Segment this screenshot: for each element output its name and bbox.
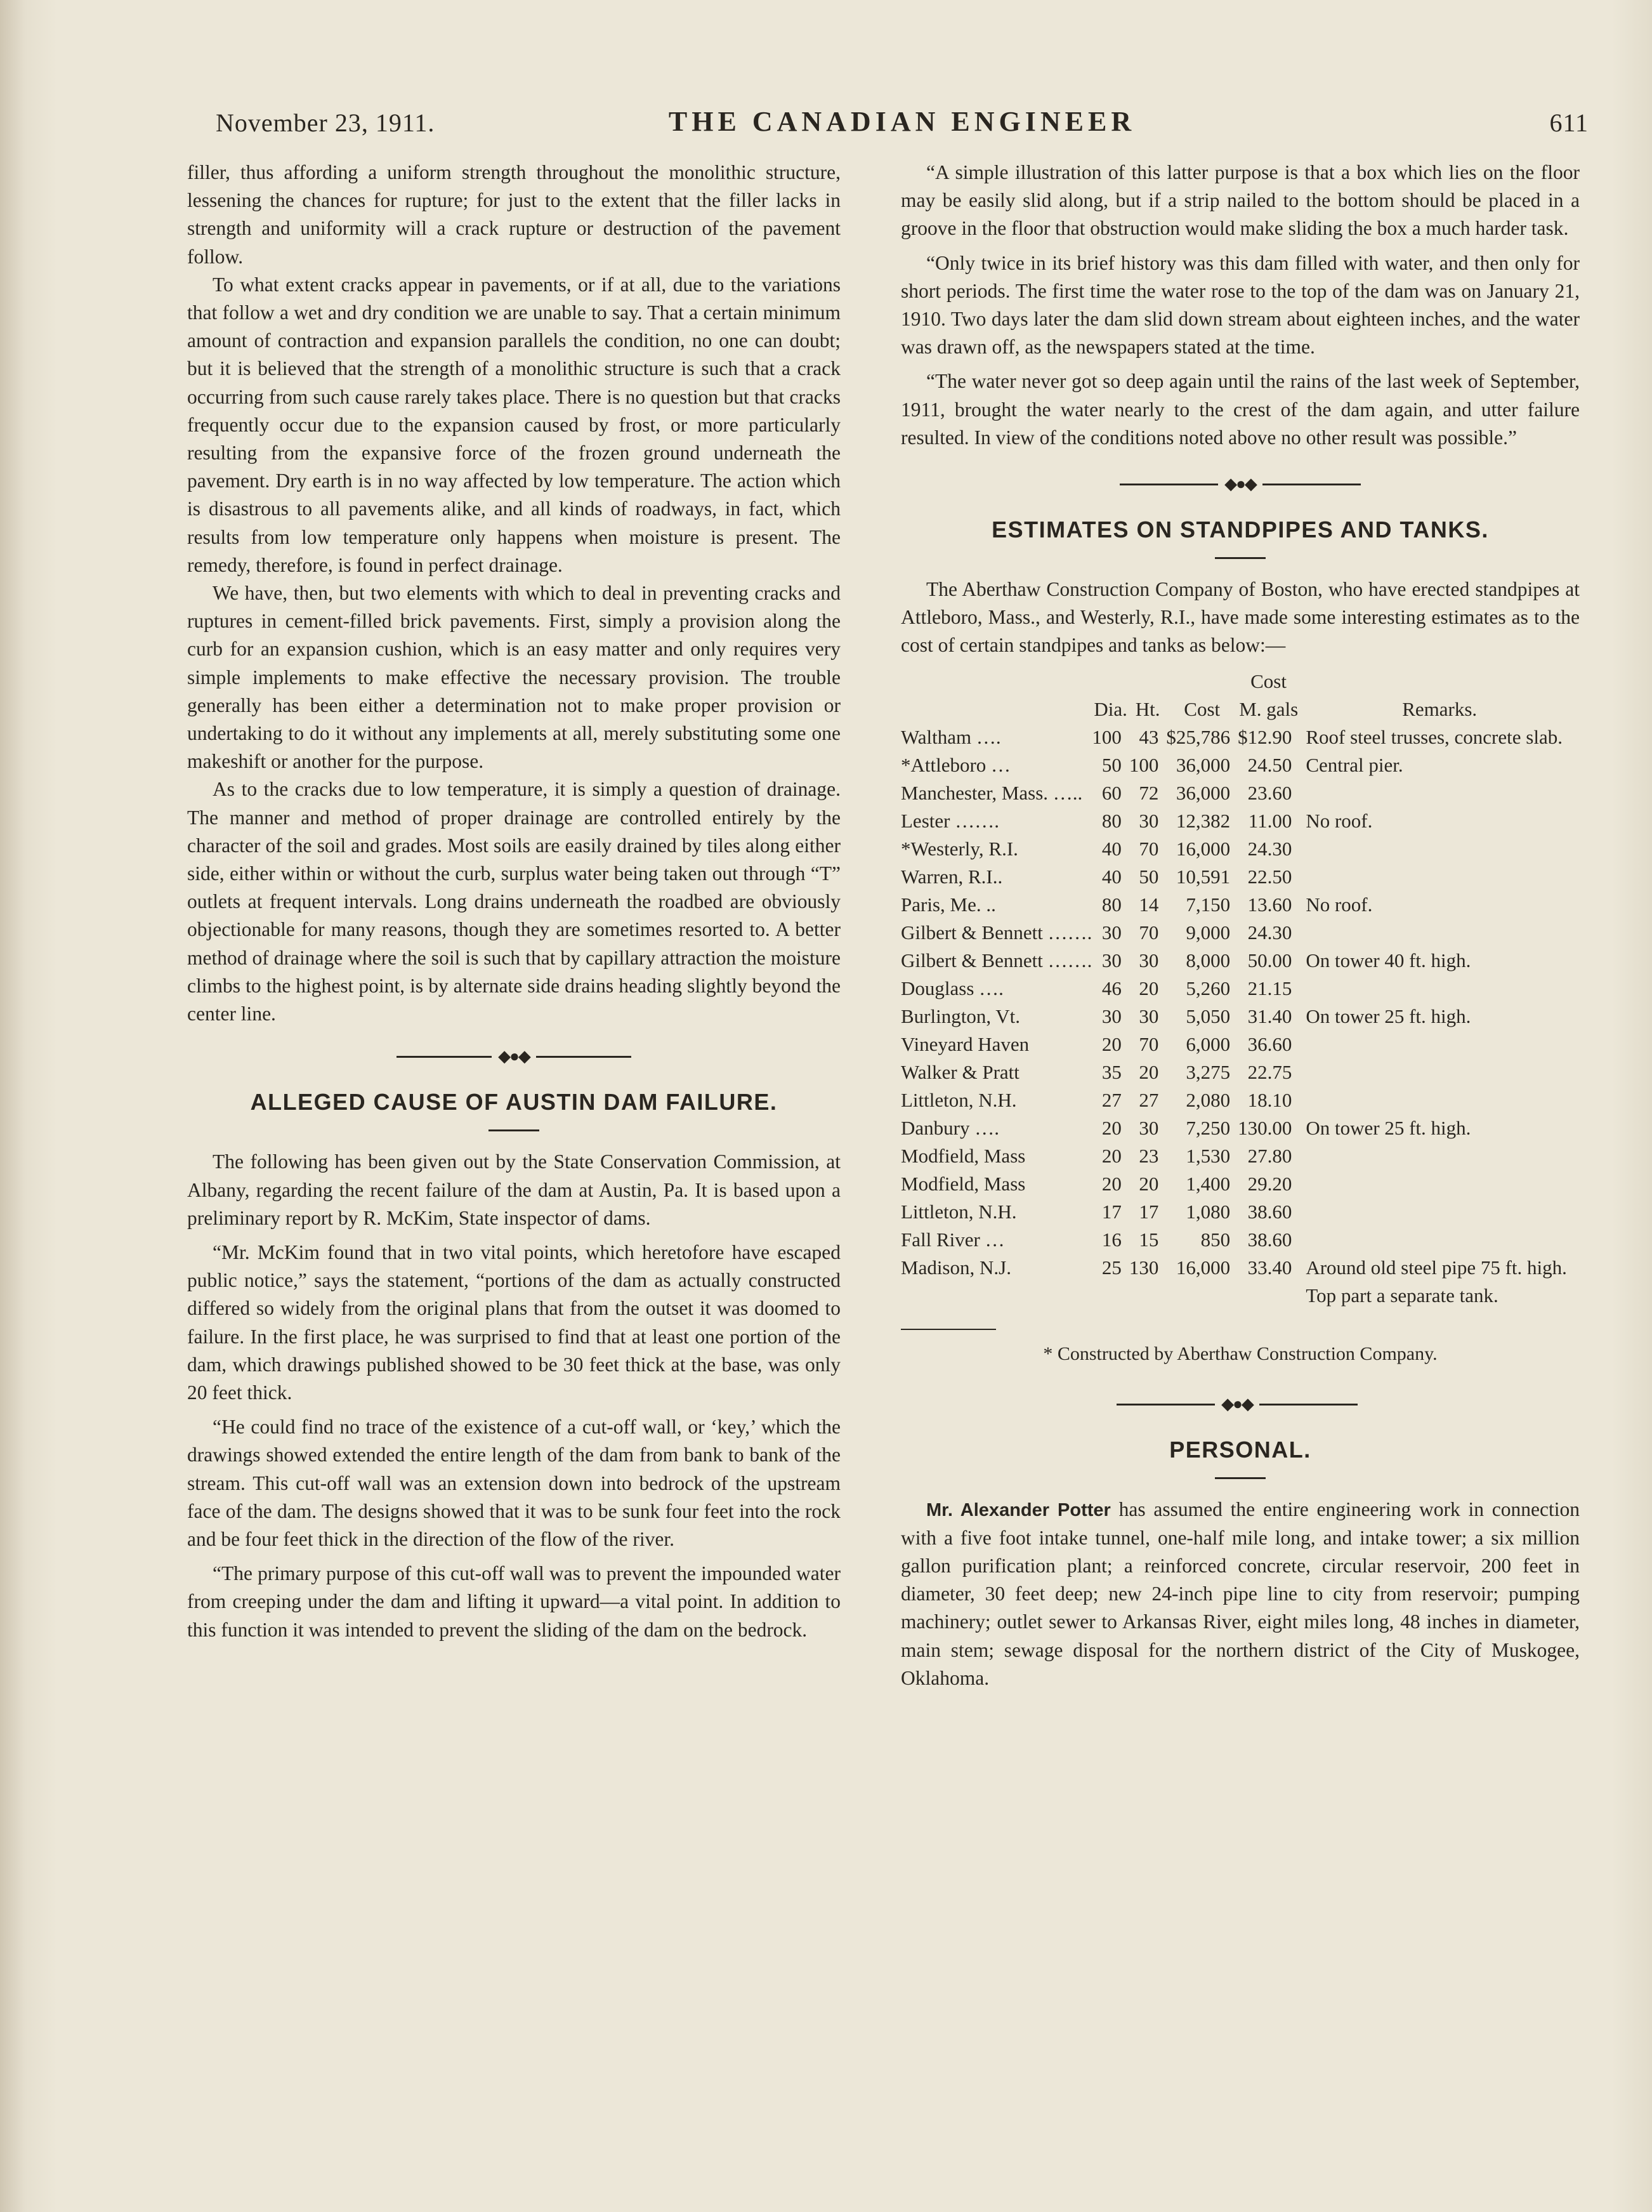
table-row bbox=[901, 891, 1580, 919]
cost-per-mgal-cell: 24.30 bbox=[1247, 837, 1292, 860]
personal-heading: PERSONAL. bbox=[1169, 1436, 1311, 1463]
cost-per-mgal-cell: 13.60 bbox=[1247, 893, 1292, 916]
place-cell: Lester ……. bbox=[901, 809, 999, 832]
dia-cell: 40 bbox=[1101, 865, 1122, 888]
column-header-dia: Dia. bbox=[1094, 697, 1127, 720]
right-column bbox=[901, 159, 1580, 1692]
height-cell: 23 bbox=[1139, 1144, 1159, 1167]
place-cell: Paris, Me. .. bbox=[901, 893, 996, 916]
place-cell: Vineyard Haven bbox=[901, 1032, 1030, 1055]
table-row bbox=[901, 947, 1580, 975]
heading-rule bbox=[1215, 557, 1266, 559]
dia-cell: 80 bbox=[1101, 809, 1122, 832]
cost-cell: 36,000 bbox=[1176, 753, 1231, 776]
cost-per-mgal-cell: 38.60 bbox=[1247, 1228, 1292, 1251]
place-cell: Walker & Pratt bbox=[901, 1060, 1019, 1083]
dia-cell: 16 bbox=[1101, 1228, 1122, 1251]
remarks-cell bbox=[1299, 1058, 1580, 1086]
dia-cell: 30 bbox=[1101, 949, 1122, 971]
remarks-cell bbox=[1299, 1142, 1580, 1170]
height-cell: 72 bbox=[1139, 781, 1159, 804]
cost-per-mgal-cell: 29.20 bbox=[1247, 1172, 1292, 1195]
cost-per-mgal-cell: 18.10 bbox=[1247, 1088, 1292, 1111]
cost-per-mgal-cell: 36.60 bbox=[1247, 1032, 1292, 1055]
column-header-mgals: M. gals bbox=[1239, 697, 1299, 720]
paragraph: The following has been given out by the State Conservation Commission, at Albany, regarding the recent failure of the dam at Austin, Pa. It is based upon a preliminary report by R. McKim, State inspector of dams. bbox=[187, 1150, 841, 1229]
cost-per-mgal-cell: 23.60 bbox=[1247, 781, 1292, 804]
height-cell: 17 bbox=[1139, 1200, 1159, 1223]
cost-per-mgal-cell: 22.75 bbox=[1247, 1060, 1292, 1083]
place-cell: Danbury …. bbox=[901, 1116, 999, 1139]
place-cell: Modfield, Mass bbox=[901, 1144, 1026, 1167]
dia-cell: 20 bbox=[1101, 1032, 1122, 1055]
table-row bbox=[901, 1003, 1580, 1030]
height-cell: 70 bbox=[1139, 1032, 1159, 1055]
remarks-cell: Central pier. bbox=[1306, 753, 1403, 776]
remarks-cell: On tower 25 ft. high. bbox=[1306, 1004, 1471, 1027]
left-column bbox=[187, 159, 841, 1644]
remarks-cell bbox=[1299, 863, 1580, 891]
cost-per-mgal-cell: 22.50 bbox=[1247, 865, 1292, 888]
dia-cell: 40 bbox=[1101, 837, 1122, 860]
remarks-cell: On tower 40 ft. high. bbox=[1306, 949, 1471, 971]
cost-cell: 1,400 bbox=[1186, 1172, 1231, 1195]
dia-cell: 27 bbox=[1101, 1088, 1122, 1111]
dia-cell: 20 bbox=[1101, 1144, 1122, 1167]
place-cell: Littleton, N.H. bbox=[901, 1088, 1017, 1111]
section-ornament: ◆●◆ bbox=[901, 471, 1580, 496]
height-cell: 30 bbox=[1139, 1116, 1159, 1139]
height-cell: 20 bbox=[1139, 977, 1159, 999]
cost-per-mgal-cell: 27.80 bbox=[1247, 1144, 1292, 1167]
dia-cell: 50 bbox=[1101, 753, 1122, 776]
height-cell: 70 bbox=[1139, 921, 1159, 944]
table-row bbox=[901, 835, 1580, 863]
footnote-rule bbox=[901, 1329, 996, 1330]
table-row bbox=[901, 751, 1580, 779]
table-row bbox=[901, 1254, 1580, 1310]
cost-per-mgal-cell: 24.30 bbox=[1247, 921, 1292, 944]
cost-cell: 36,000 bbox=[1176, 781, 1231, 804]
remarks-cell: On tower 25 ft. high. bbox=[1306, 1116, 1471, 1139]
column-header-cost: Cost bbox=[1184, 697, 1221, 720]
estimates-heading: ESTIMATES ON STANDPIPES AND TANKS. bbox=[992, 517, 1489, 543]
estimates-table bbox=[901, 668, 1580, 1310]
remarks-cell bbox=[1299, 835, 1580, 863]
paragraph: “He could find no trace of the existence of a cut-off wall, or ‘key,’ which the drawings showed extended the entire length of the dam from bank to bank of the stream. This cut-off wall was an extension down into bedrock of the upstream face of the dam. The designs showed that it was to be sunk four feet into the rock and be four feet thick in the direction of the flow of the river. bbox=[187, 1416, 841, 1550]
remarks-cell: Roof steel trusses, concrete slab. bbox=[1306, 725, 1563, 748]
journal-title: THE CANADIAN ENGINEER bbox=[668, 106, 1136, 137]
height-cell: 100 bbox=[1129, 753, 1159, 776]
table-header-row bbox=[901, 695, 1580, 723]
cost-per-mgal-cell: 50.00 bbox=[1247, 949, 1292, 971]
cost-cell: 3,275 bbox=[1186, 1060, 1231, 1083]
cost-per-mgal-cell: 31.40 bbox=[1247, 1004, 1292, 1027]
remarks-cell: No roof. bbox=[1306, 893, 1373, 916]
cost-cell: 1,530 bbox=[1186, 1144, 1231, 1167]
remarks-cell bbox=[1299, 975, 1580, 1003]
place-cell: Gilbert & Bennett ……. bbox=[901, 949, 1092, 971]
place-cell: Gilbert & Bennett ……. bbox=[901, 921, 1092, 944]
table-row bbox=[901, 1226, 1580, 1254]
cost-cell: 9,000 bbox=[1186, 921, 1231, 944]
place-cell: Madison, N.J. bbox=[901, 1256, 1011, 1279]
cost-cell: 2,080 bbox=[1186, 1088, 1231, 1111]
paragraph: We have, then, but two elements with which to deal in preventing cracks and ruptures in cement-filled brick pavements. First, simply a provision along the curb for an expansion cushion, which is an easy matter and only requires very simple implements to make effective the necessary provision. The trouble generally has been either a determination not to make proper provision or undertaking to do it without any implements at all, merely substituting some one makeshift or another for the purpose. bbox=[187, 582, 841, 773]
remarks-cell: Around old steel pipe 75 ft. high. Top part a separate tank. bbox=[1306, 1256, 1567, 1307]
cost-per-mgal-cell: 11.00 bbox=[1248, 809, 1292, 832]
column-header-cost-top: Cost bbox=[1250, 669, 1287, 692]
heading-rule bbox=[488, 1129, 539, 1131]
place-cell: Littleton, N.H. bbox=[901, 1200, 1017, 1223]
cost-cell: 7,250 bbox=[1186, 1116, 1231, 1139]
cost-cell: 1,080 bbox=[1186, 1200, 1231, 1223]
place-cell: Douglass …. bbox=[901, 977, 1004, 999]
cost-cell: 6,000 bbox=[1186, 1032, 1231, 1055]
cost-cell: 12,382 bbox=[1176, 809, 1231, 832]
height-cell: 130 bbox=[1129, 1256, 1159, 1279]
paragraph: The Aberthaw Construction Company of Boston, who have erected standpipes at Attleboro, Mass., and Westerly, R.I., have made some interesting estimates as to the cost of certain standpipes and tanks as below:— bbox=[901, 578, 1580, 657]
height-cell: 14 bbox=[1139, 893, 1159, 916]
cost-cell: 10,591 bbox=[1176, 865, 1231, 888]
personal-paragraph bbox=[901, 1496, 1580, 1692]
dia-cell: 60 bbox=[1101, 781, 1122, 804]
table-row bbox=[901, 779, 1580, 807]
paragraph: As to the cracks due to low temperature, it is simply a question of drainage. The manner and method of proper drainage are controlled entirely by the character of the soil and grades. Most soils are easily drained by tiles along either side, either within or without the curb, surplus water being taken out through “T” outlets at frequent intervals. Long drains underneath the roadbed are obviously objectionable for many reasons, though they are sometimes resorted to. A better method of drainage where the soil is such that by capillary attraction the moisture climbs to the highest point, is by alternate side drains heading slightly beyond the center line. bbox=[187, 778, 841, 1025]
dia-cell: 17 bbox=[1101, 1200, 1122, 1223]
remarks-cell bbox=[1299, 779, 1580, 807]
table-row bbox=[901, 723, 1580, 751]
remarks-cell: No roof. bbox=[1306, 809, 1373, 832]
cost-per-mgal-cell: 130.00 bbox=[1238, 1116, 1292, 1139]
height-cell: 30 bbox=[1139, 1004, 1159, 1027]
column-header-ht: Ht. bbox=[1135, 697, 1160, 720]
austin-dam-heading: ALLEGED CAUSE OF AUSTIN DAM FAILURE. bbox=[250, 1089, 778, 1116]
cost-per-mgal-cell: $12.90 bbox=[1238, 725, 1292, 748]
remarks-cell bbox=[1299, 919, 1580, 947]
table-row bbox=[901, 1086, 1580, 1114]
table-row bbox=[901, 1142, 1580, 1170]
remarks-cell bbox=[1299, 1226, 1580, 1254]
height-cell: 70 bbox=[1139, 837, 1159, 860]
height-cell: 15 bbox=[1139, 1228, 1159, 1251]
dia-cell: 20 bbox=[1101, 1172, 1122, 1195]
table-row bbox=[901, 975, 1580, 1003]
dia-cell: 30 bbox=[1101, 1004, 1122, 1027]
page-number: 611 bbox=[1549, 109, 1589, 137]
paragraph: “The primary purpose of this cut-off wall was to prevent the impounded water from creeping under the dam and lifting it upward—a vital point. In addition to this function it was intended to prevent the sliding of the dam on the bedrock. bbox=[187, 1562, 841, 1641]
place-cell: Burlington, Vt. bbox=[901, 1004, 1021, 1027]
height-cell: 43 bbox=[1139, 725, 1159, 748]
column-header-remarks: Remarks. bbox=[1402, 697, 1478, 720]
place-cell: *Westerly, R.I. bbox=[901, 837, 1018, 860]
height-cell: 20 bbox=[1139, 1060, 1159, 1083]
dia-cell: 100 bbox=[1092, 725, 1122, 748]
dia-cell: 46 bbox=[1101, 977, 1122, 999]
place-cell: Manchester, Mass. ….. bbox=[901, 781, 1083, 804]
cost-cell: 16,000 bbox=[1176, 1256, 1231, 1279]
cost-per-mgal-cell: 24.50 bbox=[1247, 753, 1292, 776]
table-row bbox=[901, 807, 1580, 835]
cost-per-mgal-cell: 21.15 bbox=[1247, 977, 1292, 999]
height-cell: 30 bbox=[1139, 809, 1159, 832]
running-header bbox=[216, 102, 1589, 146]
heading-rule bbox=[1215, 1477, 1266, 1479]
paragraph: “A simple illustration of this latter purpose is that a box which lies on the floor may be easily slid along, but if a strip nailed to the bottom should be placed in a groove in the floor that obstruction would make sliding the box a much harder task. bbox=[901, 161, 1580, 240]
cost-cell: 850 bbox=[1200, 1228, 1231, 1251]
table-row bbox=[901, 1058, 1580, 1086]
table-row bbox=[901, 1114, 1580, 1142]
paragraph: “The water never got so deep again until the rains of the last week of September, 1911, brought the water nearly to the crest of the dam again, and utter failure resulted. In view of the conditions noted above no other result was possible.” bbox=[901, 370, 1580, 449]
remarks-cell bbox=[1299, 1170, 1580, 1198]
paragraph: To what extent cracks appear in pavements, or if at all, due to the variations that follow a wet and dry condition we are unable to say. That a certain minimum amount of contraction and expansion parallels the condition, no one can doubt; but it is believed that the strength of a monolithic structure is such that a crack occurring from such cause rarely takes place. There is no question but that cracks frequently occur due to the expansion caused by frost, or more particularly resulting from the expansive force of the frozen ground underneath the pavement. Dry earth is in no way affected by low temperature. The action which is disastrous to all pavements alike, and all kinds of roadways, in fact, which results from low temperature only happens when moisture is present. The remedy, therefore, is found in perfect drainage. bbox=[187, 273, 841, 576]
section-ornament: ◆●◆ bbox=[901, 1391, 1580, 1416]
dia-cell: 80 bbox=[1101, 893, 1122, 916]
height-cell: 20 bbox=[1139, 1172, 1159, 1195]
paragraph: “Mr. McKim found that in two vital points, which heretofore have escaped public notice,” says the statement, “portions of the dam as actually constructed differed so widely from the original plans that from the outset it was doomed to failure. In the first place, he was surprised to find that at least one portion of the dam, which drawings published showed to be 30 feet thick at the base, was only 20 feet thick. bbox=[187, 1241, 841, 1404]
table-row bbox=[901, 1170, 1580, 1198]
table-row bbox=[901, 1030, 1580, 1058]
remarks-cell bbox=[1299, 1086, 1580, 1114]
height-cell: 30 bbox=[1139, 949, 1159, 971]
footnote: * Constructed by Aberthaw Construction Company. bbox=[1043, 1343, 1438, 1364]
paragraph: filler, thus affording a uniform strength throughout the monolithic structure, lessening the chances for rupture; for just to the extent that the filler lacks in strength and uniformity will a crack rupture or destruction of the pavement follow. bbox=[187, 161, 841, 268]
height-cell: 50 bbox=[1139, 865, 1159, 888]
place-cell: Waltham …. bbox=[901, 725, 1001, 748]
cost-cell: 5,260 bbox=[1186, 977, 1231, 999]
place-cell: Fall River … bbox=[901, 1228, 1005, 1251]
cost-cell: 8,000 bbox=[1186, 949, 1231, 971]
dia-cell: 35 bbox=[1101, 1060, 1122, 1083]
cost-cell: 16,000 bbox=[1176, 837, 1231, 860]
section-ornament: ◆●◆ bbox=[187, 1043, 841, 1069]
dia-cell: 25 bbox=[1101, 1256, 1122, 1279]
place-cell: *Attleboro … bbox=[901, 753, 1011, 776]
cost-cell: 7,150 bbox=[1186, 893, 1231, 916]
paragraph: “Only twice in its brief history was this dam filled with water, and then only for short periods. The first time the water rose to the top of the dam was on January 21, 1910. Two days later the dam slid down stream about eighteen inches, and the water was drawn off, as the newspapers stated at the time. bbox=[901, 251, 1580, 359]
personal-text: has assumed the entire engineering work in connection with a five foot intake tunnel, one-half mile long, and intake tower; a six million gallon purification plant; a reinforced concrete, circular reservoir, 200 feet in diameter, 30 feet deep; new 24-inch pipe line to city from reservoir; pumping machinery; outlet sewer to Arkansas River, eight miles long, 48 inches in diameter, main stem; sewage disposal for the northern district of the City of Muskogee, Oklahoma. bbox=[901, 1498, 1580, 1689]
place-cell: Modfield, Mass bbox=[901, 1172, 1026, 1195]
cost-per-mgal-cell: 33.40 bbox=[1247, 1256, 1292, 1279]
remarks-cell bbox=[1299, 1030, 1580, 1058]
dia-cell: 20 bbox=[1101, 1116, 1122, 1139]
table-header-row bbox=[901, 668, 1580, 695]
person-name: Mr. Alexander Potter bbox=[926, 1499, 1111, 1520]
cost-cell: $25,786 bbox=[1166, 725, 1231, 748]
table-row bbox=[901, 919, 1580, 947]
table-row bbox=[901, 863, 1580, 891]
table-row bbox=[901, 1198, 1580, 1226]
remarks-cell bbox=[1299, 1198, 1580, 1226]
cost-per-mgal-cell: 38.60 bbox=[1247, 1200, 1292, 1223]
dia-cell: 30 bbox=[1101, 921, 1122, 944]
issue-date: November 23, 1911. bbox=[216, 109, 435, 137]
place-cell: Warren, R.I.. bbox=[901, 865, 1003, 888]
cost-cell: 5,050 bbox=[1186, 1004, 1231, 1027]
height-cell: 27 bbox=[1139, 1088, 1159, 1111]
